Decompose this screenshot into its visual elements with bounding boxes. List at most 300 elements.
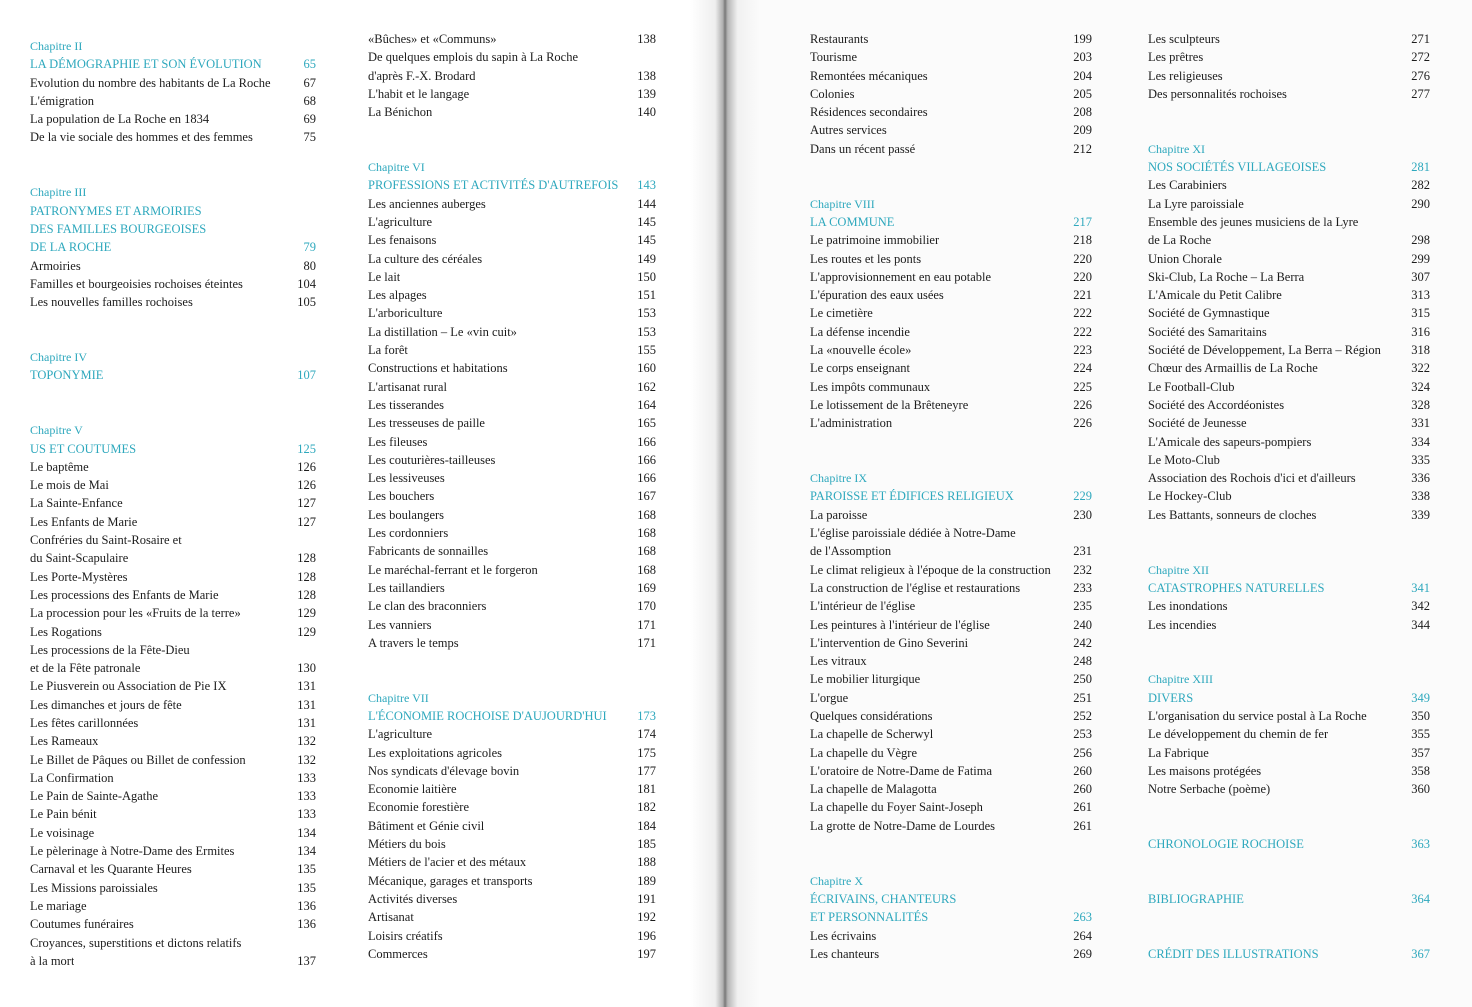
toc-section bbox=[810, 872, 1092, 963]
entry-page-number: 138 bbox=[637, 68, 656, 83]
entry-title: Les cordonniers bbox=[368, 526, 449, 541]
chapter-title-text: LA DÉMOGRAPHIE ET SON ÉVOLUTION bbox=[30, 57, 262, 72]
toc-column-3 bbox=[810, 30, 1092, 963]
chapter-title bbox=[30, 202, 316, 220]
toc-section bbox=[810, 30, 1092, 195]
chapter-title-text: DIVERS bbox=[1148, 690, 1194, 705]
entry-page-number: 189 bbox=[637, 873, 656, 888]
entry-title: L'orgue bbox=[810, 690, 849, 705]
toc-entry bbox=[30, 696, 316, 714]
entry-page-number: 277 bbox=[1411, 86, 1430, 101]
entry-page-number: 318 bbox=[1411, 343, 1430, 358]
toc-section bbox=[810, 469, 1092, 872]
toc-entry bbox=[1148, 707, 1430, 725]
entry-page-number: 223 bbox=[1073, 343, 1092, 358]
entry-page-number: 129 bbox=[297, 606, 316, 621]
entry-title: La Confirmation bbox=[30, 770, 114, 785]
toc-entry bbox=[368, 945, 656, 963]
entry-page-number: 199 bbox=[1073, 32, 1092, 46]
entry-page-number: 167 bbox=[637, 489, 656, 504]
toc-entry bbox=[368, 286, 656, 304]
toc-entry bbox=[30, 110, 316, 128]
entry-title: Bâtiment et Génie civil bbox=[368, 818, 485, 833]
toc-entry bbox=[810, 945, 1092, 963]
entry-page-number: 128 bbox=[297, 551, 316, 566]
chapter-page-number: 125 bbox=[297, 441, 316, 456]
entry-title: L'épuration des eaux usées bbox=[810, 288, 944, 303]
entry-page-number: 248 bbox=[1073, 654, 1092, 669]
book-gutter bbox=[690, 0, 760, 1007]
entry-page-number: 67 bbox=[303, 75, 316, 90]
toc-section bbox=[30, 421, 316, 970]
entry-page-number: 149 bbox=[637, 251, 656, 266]
toc-entry bbox=[1148, 487, 1430, 505]
entry-title: Fabricants de sonnailles bbox=[368, 544, 489, 559]
entry-title: Les vanniers bbox=[368, 617, 432, 632]
entry-title: La construction de l'église et restaurations bbox=[810, 580, 1021, 595]
toc-entry bbox=[810, 762, 1092, 780]
toc-entry bbox=[810, 707, 1092, 725]
toc-entry bbox=[30, 257, 316, 275]
entry-title: Les Rogations bbox=[30, 624, 102, 639]
entry-title: Les taillandiers bbox=[368, 580, 445, 595]
entry-title: Les Rameaux bbox=[30, 734, 99, 749]
toc-entry bbox=[368, 359, 656, 377]
toc-entry bbox=[1148, 414, 1430, 432]
entry-page-number: 164 bbox=[637, 397, 656, 412]
entry-page-number: 230 bbox=[1073, 507, 1092, 522]
toc-entry bbox=[810, 616, 1092, 634]
entry-page-number: 126 bbox=[297, 478, 316, 493]
toc-entry bbox=[368, 744, 656, 762]
entry-page-number: 224 bbox=[1073, 361, 1092, 376]
entry-page-number: 166 bbox=[637, 434, 656, 449]
entry-title: d'après F.-X. Brodard bbox=[368, 68, 476, 83]
entry-title: Les vitraux bbox=[810, 654, 867, 669]
toc-section bbox=[1148, 30, 1430, 140]
entry-title: Autres services bbox=[810, 123, 887, 138]
entry-title: La Sainte-Enfance bbox=[30, 496, 123, 511]
chapter-title-text: US ET COUTUMES bbox=[30, 441, 137, 456]
chapter-label: Chapitre VI bbox=[368, 160, 425, 175]
toc-entry bbox=[368, 798, 656, 816]
entry-title: Notre Serbache (poème) bbox=[1148, 782, 1271, 797]
toc-entry bbox=[1148, 48, 1430, 66]
toc-entry bbox=[30, 842, 316, 860]
entry-page-number: 242 bbox=[1073, 635, 1092, 650]
toc-entry bbox=[1148, 433, 1430, 451]
toc-entry bbox=[368, 780, 656, 798]
entry-page-number: 290 bbox=[1411, 196, 1430, 211]
entry-page-number: 208 bbox=[1073, 105, 1092, 120]
entry-page-number: 322 bbox=[1411, 361, 1430, 376]
entry-title: Remontées mécaniques bbox=[810, 68, 928, 83]
entry-title: Les Porte-Mystères bbox=[30, 569, 128, 584]
entry-title: Union Chorale bbox=[1148, 251, 1222, 266]
chapter-label: Chapitre II bbox=[30, 39, 83, 53]
chapter-page-number: 367 bbox=[1411, 946, 1430, 961]
toc-section bbox=[1148, 890, 1430, 945]
entry-title: Les processions des Enfants de Marie bbox=[30, 587, 219, 602]
entry-title: La paroisse bbox=[810, 507, 868, 522]
toc-entry bbox=[30, 604, 316, 622]
chapter-title bbox=[30, 440, 316, 458]
entry-title: L'artisanat rural bbox=[368, 379, 447, 394]
entry-page-number: 315 bbox=[1411, 306, 1430, 321]
entry-title: L'intérieur de l'église bbox=[810, 599, 916, 614]
entry-title: La chapelle du Vègre bbox=[810, 745, 918, 760]
toc-entry bbox=[810, 670, 1092, 688]
toc-entry bbox=[368, 67, 656, 85]
chapter-title bbox=[1148, 890, 1430, 908]
toc-entry bbox=[30, 74, 316, 92]
entry-title: Le développement du chemin de fer bbox=[1148, 727, 1329, 742]
chapter-label: Chapitre III bbox=[30, 185, 87, 200]
entry-title: Le lotissement de la Brêteneyre bbox=[810, 397, 969, 412]
toc-entry bbox=[368, 213, 656, 231]
toc-entry bbox=[810, 597, 1092, 615]
entry-title: Commerces bbox=[368, 946, 428, 961]
entry-page-number: 134 bbox=[297, 844, 316, 859]
toc-section bbox=[810, 195, 1092, 469]
toc-entry bbox=[30, 659, 316, 677]
toc-section bbox=[1148, 945, 1430, 963]
entry-page-number: 133 bbox=[297, 770, 316, 785]
entry-page-number: 184 bbox=[637, 818, 656, 833]
entry-page-number: 165 bbox=[637, 416, 656, 431]
entry-page-number: 272 bbox=[1411, 50, 1430, 65]
entry-page-number: 298 bbox=[1411, 233, 1430, 248]
chapter-title bbox=[30, 220, 316, 238]
entry-page-number: 339 bbox=[1411, 507, 1430, 522]
toc-entry bbox=[368, 634, 656, 652]
toc-entry bbox=[810, 250, 1092, 268]
entry-page-number: 133 bbox=[297, 807, 316, 822]
entry-title: De quelques emplois du sapin à La Roche bbox=[368, 50, 579, 65]
entry-page-number: 276 bbox=[1411, 68, 1430, 83]
entry-title: Activités diverses bbox=[368, 891, 458, 906]
entry-title: Le Hockey-Club bbox=[1148, 489, 1232, 504]
entry-title: Dans un récent passé bbox=[810, 141, 916, 156]
toc-entry bbox=[368, 30, 656, 48]
entry-title: Métiers de l'acier et des métaux bbox=[368, 855, 527, 870]
entry-title: de La Roche bbox=[1148, 233, 1212, 248]
toc-entry bbox=[368, 927, 656, 945]
entry-title: Coutumes funéraires bbox=[30, 917, 134, 932]
entry-page-number: 192 bbox=[637, 910, 656, 925]
toc-entry bbox=[810, 396, 1092, 414]
entry-page-number: 250 bbox=[1073, 672, 1092, 687]
entry-page-number: 338 bbox=[1411, 489, 1430, 504]
toc-entry bbox=[810, 341, 1092, 359]
entry-title: Les fenaisons bbox=[368, 233, 437, 248]
entry-page-number: 357 bbox=[1411, 745, 1430, 760]
entry-page-number: 328 bbox=[1411, 397, 1430, 412]
toc-entry bbox=[1148, 597, 1430, 615]
toc-entry bbox=[810, 817, 1092, 835]
toc-entry bbox=[30, 513, 316, 531]
entry-title: Le Pain bénit bbox=[30, 807, 97, 822]
entry-page-number: 226 bbox=[1073, 397, 1092, 412]
toc-section bbox=[30, 183, 316, 348]
toc-entry bbox=[810, 561, 1092, 579]
entry-title: Les Missions paroissiales bbox=[30, 880, 158, 895]
toc-entry bbox=[810, 744, 1092, 762]
entry-page-number: 299 bbox=[1411, 251, 1430, 266]
toc-entry bbox=[368, 506, 656, 524]
entry-title: Chœur des Armaillis de La Roche bbox=[1148, 361, 1318, 376]
entry-title: Société des Accordéonistes bbox=[1148, 397, 1285, 412]
toc-entry bbox=[1148, 231, 1430, 249]
entry-page-number: 316 bbox=[1411, 324, 1430, 339]
entry-page-number: 307 bbox=[1411, 269, 1430, 284]
toc-entry bbox=[1148, 268, 1430, 286]
toc-section bbox=[30, 348, 316, 421]
entry-title: L'église paroissiale dédiée à Notre-Dame bbox=[810, 526, 1016, 541]
entry-title: Les tisserandes bbox=[368, 397, 445, 412]
entry-title: L'Amicale du Petit Calibre bbox=[1148, 288, 1282, 303]
entry-title: Les couturières-tailleuses bbox=[368, 452, 496, 467]
chapter-title-text: CATASTROPHES NATURELLES bbox=[1148, 580, 1325, 595]
toc-entry bbox=[810, 323, 1092, 341]
chapter-title bbox=[30, 366, 316, 384]
entry-title: Le mariage bbox=[30, 898, 87, 913]
toc-entry bbox=[30, 897, 316, 915]
entry-page-number: 203 bbox=[1073, 50, 1092, 65]
toc-entry bbox=[810, 359, 1092, 377]
entry-title: La chapelle de Malagotta bbox=[810, 782, 937, 797]
entry-page-number: 222 bbox=[1073, 306, 1092, 321]
toc-entry bbox=[810, 780, 1092, 798]
entry-page-number: 151 bbox=[637, 288, 656, 303]
entry-page-number: 264 bbox=[1073, 928, 1092, 943]
chapter-title-text: LA COMMUNE bbox=[810, 214, 895, 229]
chapter-title-text: DE LA ROCHE bbox=[30, 240, 112, 255]
toc-section bbox=[1148, 140, 1430, 561]
toc-entry bbox=[810, 304, 1092, 322]
entry-page-number: 129 bbox=[297, 624, 316, 639]
toc-entry bbox=[1148, 286, 1430, 304]
entry-page-number: 235 bbox=[1073, 599, 1092, 614]
toc-section bbox=[368, 689, 656, 963]
entry-page-number: 220 bbox=[1073, 251, 1092, 266]
entry-title: L'intervention de Gino Severini bbox=[810, 635, 969, 650]
entry-page-number: 271 bbox=[1411, 32, 1430, 46]
chapter-page-number: 281 bbox=[1411, 160, 1430, 175]
right-page bbox=[728, 0, 1472, 1007]
entry-title: Les impôts communaux bbox=[810, 379, 931, 394]
entry-title: La défense incendie bbox=[810, 324, 910, 339]
entry-title: Evolution du nombre des habitants de La Roche bbox=[30, 75, 271, 90]
entry-title: Le Pain de Sainte-Agathe bbox=[30, 789, 159, 804]
toc-entry bbox=[368, 195, 656, 213]
entry-page-number: 153 bbox=[637, 324, 656, 339]
toc-entry bbox=[30, 824, 316, 842]
entry-page-number: 355 bbox=[1411, 727, 1430, 742]
entry-title: Economie forestière bbox=[368, 800, 469, 815]
entry-title: Société de Gymnastique bbox=[1148, 306, 1270, 321]
entry-title: L'arboriculture bbox=[368, 306, 443, 321]
entry-title: La Bénichon bbox=[368, 105, 433, 120]
toc-section bbox=[1148, 835, 1430, 890]
entry-title: L'habit et le langage bbox=[368, 86, 470, 101]
toc-entry bbox=[1148, 195, 1430, 213]
entry-page-number: 197 bbox=[637, 946, 656, 961]
entry-page-number: 188 bbox=[637, 855, 656, 870]
entry-title: Société de Développement, La Berra – Région bbox=[1148, 343, 1381, 358]
entry-title: Croyances, superstitions et dictons relatifs bbox=[30, 935, 242, 950]
toc-entry bbox=[810, 286, 1092, 304]
entry-title: A travers le temps bbox=[368, 635, 459, 650]
entry-page-number: 177 bbox=[637, 763, 656, 778]
toc-entry bbox=[1148, 725, 1430, 743]
toc-entry bbox=[30, 787, 316, 805]
chapter-page-number: 65 bbox=[303, 57, 316, 72]
entry-title: Les nouvelles familles rochoises bbox=[30, 295, 193, 310]
entry-title: La grotte de Notre-Dame de Lourdes bbox=[810, 818, 995, 833]
entry-page-number: 131 bbox=[297, 679, 316, 694]
entry-page-number: 226 bbox=[1073, 416, 1092, 431]
toc-section bbox=[368, 30, 656, 158]
entry-page-number: 232 bbox=[1073, 562, 1092, 577]
chapter-title bbox=[810, 890, 1092, 908]
entry-title: Constructions et habitations bbox=[368, 361, 508, 376]
toc-entry bbox=[1148, 213, 1430, 231]
entry-page-number: 191 bbox=[637, 891, 656, 906]
chapter-title bbox=[810, 908, 1092, 926]
entry-page-number: 260 bbox=[1073, 782, 1092, 797]
entry-page-number: 251 bbox=[1073, 690, 1092, 705]
entry-title: L'approvisionnement en eau potable bbox=[810, 269, 992, 284]
toc-entry bbox=[1148, 323, 1430, 341]
toc-entry bbox=[30, 128, 316, 146]
entry-title: Le baptême bbox=[30, 459, 89, 474]
entry-title: L'agriculture bbox=[368, 727, 433, 742]
toc-column-1 bbox=[30, 37, 316, 970]
toc-entry bbox=[810, 231, 1092, 249]
entry-title: «Bûches» et «Communs» bbox=[368, 32, 497, 46]
toc-entry bbox=[368, 579, 656, 597]
entry-page-number: 128 bbox=[297, 569, 316, 584]
toc-entry bbox=[368, 378, 656, 396]
entry-title: La Fabrique bbox=[1148, 745, 1209, 760]
entry-page-number: 358 bbox=[1411, 763, 1430, 778]
toc-entry bbox=[810, 48, 1092, 66]
toc-entry bbox=[30, 458, 316, 476]
entry-title: et de la Fête patronale bbox=[30, 661, 141, 676]
toc-entry bbox=[368, 908, 656, 926]
toc-entry bbox=[30, 714, 316, 732]
entry-page-number: 313 bbox=[1411, 288, 1430, 303]
entry-title: Société de Jeunesse bbox=[1148, 416, 1247, 431]
entry-title: Le Piusverein ou Association de Pie IX bbox=[30, 679, 227, 694]
toc-entry bbox=[368, 487, 656, 505]
entry-title: Des personnalités rochoises bbox=[1148, 86, 1287, 101]
toc-entry bbox=[368, 103, 656, 121]
toc-entry bbox=[1148, 30, 1430, 48]
entry-page-number: 133 bbox=[297, 789, 316, 804]
entry-page-number: 260 bbox=[1073, 763, 1092, 778]
entry-title: Les bouchers bbox=[368, 489, 435, 504]
entry-page-number: 68 bbox=[303, 93, 316, 108]
toc-entry bbox=[30, 805, 316, 823]
entry-title: Les Carabiniers bbox=[1148, 178, 1227, 193]
entry-page-number: 209 bbox=[1073, 123, 1092, 138]
entry-title: Les religieuses bbox=[1148, 68, 1223, 83]
entry-title: Carnaval et les Quarante Heures bbox=[30, 862, 192, 877]
entry-page-number: 104 bbox=[297, 276, 316, 291]
toc-entry bbox=[30, 915, 316, 933]
entry-page-number: 127 bbox=[297, 514, 316, 529]
entry-page-number: 360 bbox=[1411, 782, 1430, 797]
entry-page-number: 222 bbox=[1073, 324, 1092, 339]
entry-title: L'organisation du service postal à La Roche bbox=[1148, 708, 1367, 723]
toc-entry bbox=[1148, 304, 1430, 322]
toc-section bbox=[1148, 561, 1430, 671]
entry-page-number: 240 bbox=[1073, 617, 1092, 632]
chapter-label: Chapitre VII bbox=[368, 690, 429, 705]
toc-entry bbox=[368, 48, 656, 66]
entry-page-number: 350 bbox=[1411, 708, 1430, 723]
toc-entry bbox=[810, 121, 1092, 139]
entry-page-number: 218 bbox=[1073, 233, 1092, 248]
chapter-page-number: 263 bbox=[1073, 910, 1092, 925]
toc-entry bbox=[810, 67, 1092, 85]
toc-entry bbox=[1148, 744, 1430, 762]
chapter-page-number: 217 bbox=[1073, 214, 1092, 229]
entry-page-number: 132 bbox=[297, 734, 316, 749]
entry-title: Les processions de la Fête-Dieu bbox=[30, 642, 190, 657]
toc-entry bbox=[810, 634, 1092, 652]
entry-page-number: 212 bbox=[1073, 141, 1092, 156]
entry-page-number: 128 bbox=[297, 587, 316, 602]
entry-title: L'agriculture bbox=[368, 214, 433, 229]
chapter-title bbox=[1148, 945, 1430, 963]
entry-title: Le clan des braconniers bbox=[368, 599, 487, 614]
entry-title: Résidences secondaires bbox=[810, 105, 928, 120]
toc-entry bbox=[30, 586, 316, 604]
toc-entry bbox=[1148, 396, 1430, 414]
entry-title: Artisanat bbox=[368, 910, 414, 925]
toc-entry bbox=[368, 231, 656, 249]
entry-page-number: 139 bbox=[637, 86, 656, 101]
chapter-title-text: CRÉDIT DES ILLUSTRATIONS bbox=[1148, 946, 1319, 961]
entry-page-number: 130 bbox=[297, 661, 316, 676]
entry-page-number: 136 bbox=[297, 898, 316, 913]
entry-page-number: 220 bbox=[1073, 269, 1092, 284]
entry-page-number: 166 bbox=[637, 452, 656, 467]
entry-title: L'administration bbox=[810, 416, 893, 431]
entry-title: Les peintures à l'intérieur de l'église bbox=[810, 617, 990, 632]
toc-entry bbox=[368, 323, 656, 341]
toc-entry bbox=[1148, 616, 1430, 634]
chapter-title-text: PROFESSIONS ET ACTIVITÉS D'AUTREFOIS bbox=[368, 178, 619, 193]
entry-page-number: 162 bbox=[637, 379, 656, 394]
left-page bbox=[0, 0, 722, 1007]
entry-page-number: 144 bbox=[637, 196, 656, 211]
toc-entry bbox=[810, 579, 1092, 597]
entry-page-number: 225 bbox=[1073, 379, 1092, 394]
chapter-title bbox=[1148, 579, 1430, 597]
entry-title: Tourisme bbox=[810, 50, 858, 65]
toc-entry bbox=[810, 140, 1092, 158]
entry-page-number: 175 bbox=[637, 745, 656, 760]
toc-column-4 bbox=[1148, 30, 1430, 963]
entry-title: L'oratoire de Notre-Dame de Fatima bbox=[810, 763, 993, 778]
toc-entry bbox=[30, 751, 316, 769]
entry-title: Les écrivains bbox=[810, 928, 877, 943]
entry-page-number: 182 bbox=[637, 800, 656, 815]
